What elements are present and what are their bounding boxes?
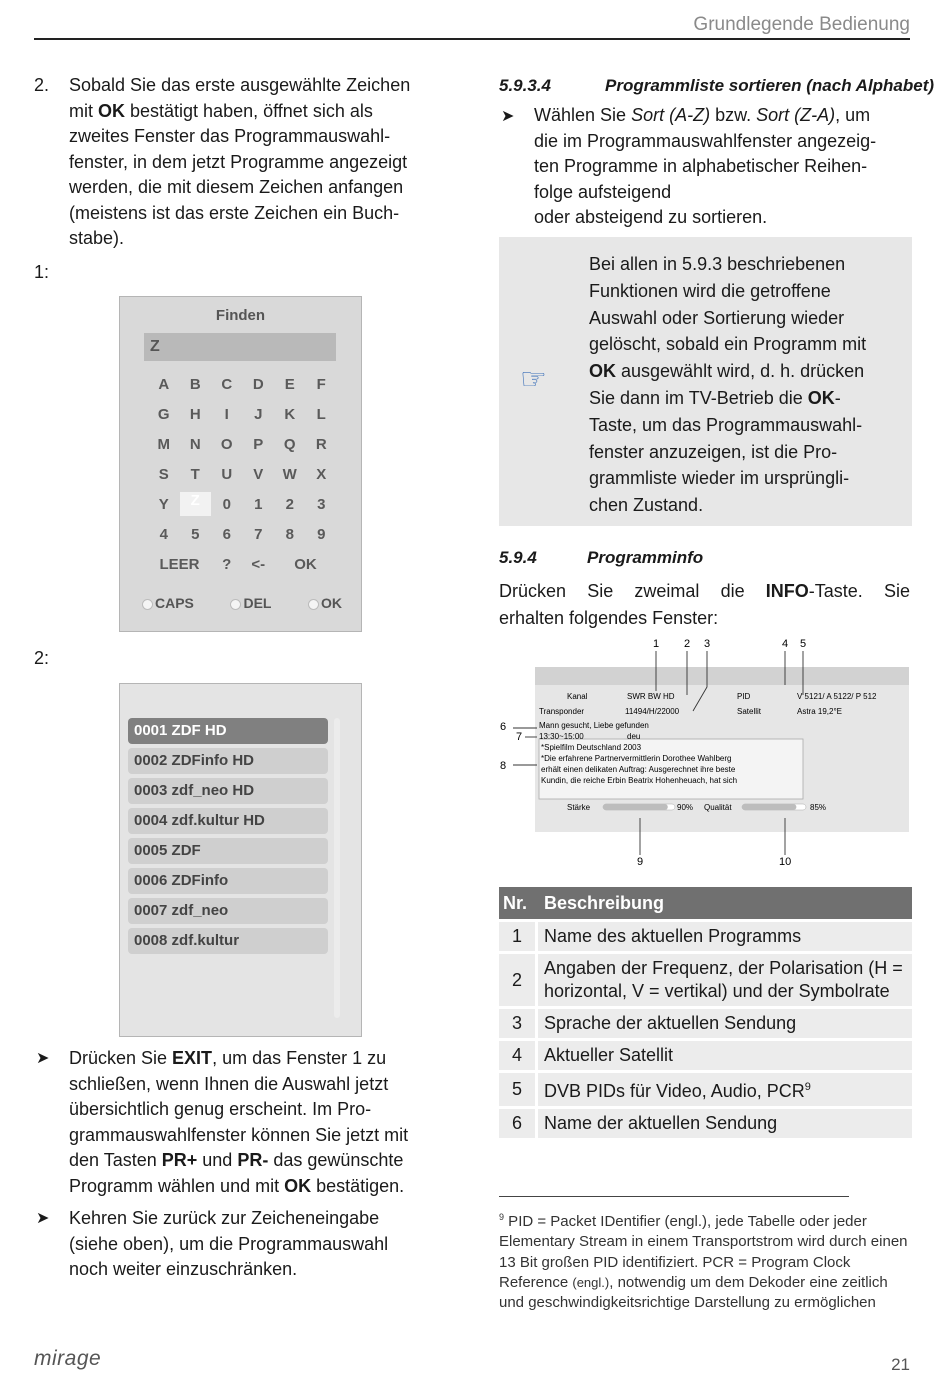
pid-label: PID (737, 692, 751, 701)
text-line: übersichtlich genug erscheint. Im Pro- (69, 1099, 372, 1119)
kanal-label: Kanal (567, 692, 588, 701)
table-cell: 4 (499, 1041, 538, 1070)
color-key-icon (308, 599, 319, 610)
color-key-icon (230, 599, 241, 610)
key[interactable]: 0 (222, 495, 231, 513)
qualitaet-value: 85% (810, 803, 827, 812)
key[interactable]: U (221, 465, 233, 483)
window-title: Finden (215, 307, 266, 324)
page-header-title: Grundlegende Bedienung (693, 14, 910, 35)
program-info-figure (497, 635, 912, 871)
section-title: Programmliste sortieren (nach Alphabet) (605, 76, 935, 95)
key[interactable]: X (316, 465, 327, 483)
step-2-text (69, 73, 459, 252)
key[interactable]: J (254, 405, 263, 423)
key[interactable]: K (284, 405, 296, 423)
text-line: stabe). (69, 228, 125, 248)
callout-number: 9 (637, 856, 644, 868)
sort-instruction (534, 103, 914, 231)
table-cell: 3 (499, 1009, 538, 1038)
kanal-value: SWR BW HD (627, 692, 675, 701)
text-line: grammliste wieder im ursprüngli- (589, 468, 850, 489)
sendung-sprache: deu (627, 732, 641, 741)
key[interactable]: S (158, 465, 169, 483)
brand-logo: mirage (34, 1347, 102, 1370)
text-line: mit OK bestätigt haben, öffnet sich als (69, 100, 373, 121)
key[interactable]: H (189, 405, 201, 423)
key[interactable]: 9 (317, 525, 326, 543)
text-line: Funktionen wird die getroffene (589, 280, 831, 301)
key-selected[interactable]: Z (180, 492, 212, 516)
tip-text (589, 251, 904, 519)
text-line: Drücken Sie EXIT, um das Fenster 1 zu (69, 1048, 387, 1068)
bullet-arrow-icon: ➤ (36, 1210, 50, 1227)
program-list-item[interactable]: 0004 zdf.kultur HD (128, 808, 328, 834)
text-line: werden, die mit diesem Zeichen anfangen (69, 177, 404, 197)
keyboard-row (148, 519, 337, 549)
table-cell: Name des aktuellen Programms (538, 922, 912, 951)
table-cell: Sprache der aktuellen Sendung (538, 1009, 912, 1038)
text-line: grammauswahlfenster können Sie jetzt mit (69, 1124, 409, 1145)
text-line: OK ausgewählt wird, d. h. drücken (589, 361, 865, 382)
program-list-item-selected[interactable]: 0001 ZDF HD (128, 718, 328, 744)
callout-number: 2 (684, 638, 691, 650)
text-line: noch weiter einzuschränken. (69, 1259, 298, 1279)
footnote-mark: 9 (499, 1212, 505, 1222)
key[interactable]: 2 (285, 495, 294, 513)
table-cell: 2 (499, 954, 538, 1006)
text-line: ten Programme in alphabetischer Reihen- (534, 156, 868, 176)
program-list-item[interactable]: 0006 ZDFinfo (128, 868, 328, 894)
figure-label-1: 1: (34, 262, 50, 282)
text-line: Sie dann im TV-Betrieb die OK- (589, 387, 841, 408)
text-line: Auswahl oder Sortierung wieder (589, 307, 845, 328)
qualitaet-label: Qualität (704, 803, 732, 812)
callout-number: 5 (800, 638, 807, 650)
sendung-beschreibung: Kundin, die reiche Erbin Beatrix Hohenheuach, hat sich (541, 776, 738, 785)
section-number: 5.9.4 (499, 548, 537, 567)
column-header: Nr. (499, 887, 538, 919)
staerke-value: 90% (677, 803, 694, 812)
callout-number: 7 (516, 731, 523, 743)
table-row (499, 1041, 912, 1070)
sendung-name: Mann gesucht, Liebe gefunden (539, 721, 649, 730)
key[interactable]: 4 (159, 525, 168, 543)
footnote-ref[interactable]: 9 (804, 1081, 811, 1093)
callout-number: 3 (704, 638, 711, 650)
table-row (499, 1009, 912, 1038)
key-ok[interactable]: OK (294, 555, 317, 573)
key[interactable]: B (189, 375, 201, 393)
program-list-window (119, 683, 362, 1037)
table-row (499, 922, 912, 951)
program-list-item[interactable]: 0002 ZDFinfo HD (128, 748, 328, 774)
header-rule (34, 38, 910, 40)
key[interactable]: W (282, 465, 297, 483)
program-list-item[interactable]: 0007 zdf_neo (128, 898, 328, 924)
table-cell: 1 (499, 922, 538, 951)
keyboard-row (148, 489, 337, 519)
keyboard-grid (148, 369, 337, 579)
color-key-icon (142, 599, 153, 610)
key[interactable]: 5 (191, 525, 200, 543)
program-list-item[interactable]: 0005 ZDF (128, 838, 328, 864)
transponder-value: 11494/H/22000 (625, 707, 680, 716)
text-line: fenster, in dem jetzt Programme angezeigt (69, 151, 408, 172)
sendung-zeit: 13:30~15:00 (539, 732, 584, 741)
key[interactable]: O (220, 435, 233, 453)
callout-number: 1 (653, 638, 660, 650)
keyboard-row (148, 459, 337, 489)
key[interactable]: I (224, 405, 229, 423)
section-number: 5.9.3.4 (499, 76, 551, 95)
bullet-arrow-icon: ➤ (36, 1050, 50, 1067)
transponder-label: Transponder (539, 707, 585, 716)
text-line: Bei allen in 5.9.3 beschriebenen (589, 254, 846, 274)
key[interactable]: V (253, 465, 264, 483)
key[interactable]: 1 (254, 495, 263, 513)
column-header: Beschreibung (538, 887, 912, 919)
pid-value: V 5121/ A 5122/ P 512 (797, 692, 877, 701)
table-cell: 5 (499, 1073, 538, 1106)
keyboard-row (148, 399, 337, 429)
text-line: chen Zustand. (589, 495, 704, 516)
step-number: 2. (34, 75, 50, 95)
text-line: (meistens ist das erste Zeichen ein Buch- (69, 202, 400, 223)
description-table (499, 884, 912, 1141)
table-row (499, 954, 912, 1006)
sendung-beschreibung: erhält einen delikaten Auftrag: Ausgerechnet ihre beste (541, 765, 736, 774)
key[interactable]: Y (158, 495, 169, 513)
back-instruction (69, 1206, 469, 1283)
key-backspace[interactable]: <- (251, 555, 266, 573)
text-line: folge aufsteigend (534, 181, 672, 202)
section-title: Programminfo (587, 548, 704, 567)
key[interactable]: ? (222, 555, 232, 573)
program-list-item[interactable]: 0003 zdf_neo HD (128, 778, 328, 804)
caps-button[interactable]: CAPS (142, 595, 194, 611)
satellit-value: Astra 19,2°E (797, 707, 842, 716)
text-line: zweites Fenster das Programmauswahl- (69, 126, 391, 146)
keyboard-row (148, 549, 337, 579)
footnote: $^9$ PID = Packet IDentifier (engl.), jede Tabelle oder jeder Elementary Stream in einem Transportstrom wird durch einen 13 Bit großen PID identifiziert. PCR = Program Clock Reference (engl.), notwendig um dem Dekoder eine zeitlich und geschwindigkeitsrichtige Darstellung zu ermöglichen (499, 1212, 908, 1312)
text-line: Kehren Sie zurück zur Zeicheneingabe (69, 1208, 380, 1228)
exit-instruction (69, 1046, 469, 1199)
ok-button[interactable]: OK (308, 595, 342, 611)
table-row (499, 1073, 912, 1106)
key[interactable]: C (221, 375, 233, 393)
key[interactable]: 6 (222, 525, 231, 543)
key[interactable]: N (189, 435, 201, 453)
info-intro (499, 578, 910, 632)
key[interactable]: T (190, 465, 200, 483)
key[interactable]: M (157, 435, 170, 453)
key[interactable]: F (316, 375, 326, 393)
keyboard-footer (142, 595, 342, 611)
key[interactable]: E (284, 375, 295, 393)
text-line: Taste, um das Programmauswahl- (589, 414, 863, 435)
text-line: den Tasten PR+ und PR- das gewünschte (69, 1150, 404, 1170)
key-space[interactable]: LEER (159, 555, 200, 573)
key[interactable]: Q (283, 435, 296, 453)
search-input[interactable]: Z (144, 333, 336, 361)
scrollbar[interactable] (334, 718, 340, 1018)
text-line: Programm wählen und mit OK bestätigen. (69, 1175, 405, 1196)
text-line: gelöscht, sobald ein Programm mit (589, 334, 867, 355)
key[interactable]: L (316, 405, 326, 423)
text-line: fenster anzuzeigen, ist die Pro- (589, 441, 838, 462)
table-cell: DVB PIDs für Video, Audio, PCR$^9$ (538, 1073, 912, 1106)
key[interactable]: P (253, 435, 264, 453)
text-line: Sobald Sie das erste ausgewählte Zeichen (69, 75, 411, 95)
text-line: erhalten folgendes Fenster: (499, 608, 719, 628)
callout-number: 6 (500, 721, 507, 733)
keyboard-row (148, 429, 337, 459)
table-header-row (499, 887, 912, 919)
satellit-label: Satellit (737, 707, 762, 716)
callout-number: 4 (782, 638, 789, 650)
key[interactable]: 3 (317, 495, 326, 513)
text-line: oder absteigend zu sortieren. (534, 207, 768, 227)
key[interactable]: R (315, 435, 327, 453)
text-line: schließen, wenn Ihnen die Auswahl jetzt (69, 1073, 389, 1094)
text-line: Drücken Sie zweimal die INFO-Taste. Sie (499, 581, 910, 601)
find-keyboard-window (119, 296, 362, 632)
key[interactable]: A (158, 375, 170, 393)
program-list-item[interactable]: 0008 zdf.kultur (128, 928, 328, 954)
page-number: 21 (891, 1355, 910, 1374)
table-row (499, 1109, 912, 1138)
table-cell: 6 (499, 1109, 538, 1138)
text-line: (siehe oben), um die Programmauswahl (69, 1233, 389, 1254)
key[interactable]: G (157, 405, 170, 423)
table-cell: Angaben der Frequenz, der Polarisation (H = horizontal, V = vertikal) und der Symbolrate (538, 954, 912, 1006)
text-line: Wählen Sie Sort (A-Z) bzw. Sort (Z-A), um (534, 105, 871, 125)
sendung-beschreibung: *Spielfilm Deutschland 2003 (541, 743, 642, 752)
del-button[interactable]: DEL (230, 595, 271, 611)
program-info-diagram (497, 635, 912, 871)
key[interactable]: D (252, 375, 264, 393)
table-cell: Name der aktuellen Sendung (538, 1109, 912, 1138)
staerke-label: Stärke (567, 803, 591, 812)
footnote-rule (499, 1196, 849, 1197)
key[interactable]: 7 (254, 525, 263, 543)
callout-number: 8 (500, 760, 507, 772)
pointing-hand-icon: ☞ (520, 363, 547, 396)
sendung-beschreibung: *Die erfahrene Partnervermittlerin Dorothee Wahlberg (541, 754, 732, 763)
table-cell: Aktueller Satellit (538, 1041, 912, 1070)
callout-number: 10 (779, 856, 792, 868)
figure-label-2: 2: (34, 648, 50, 668)
bullet-arrow-icon: ➤ (501, 108, 515, 125)
key[interactable]: 8 (285, 525, 294, 543)
text-line: die im Programmauswahlfenster angezeig- (534, 130, 877, 151)
keyboard-row (148, 369, 337, 399)
